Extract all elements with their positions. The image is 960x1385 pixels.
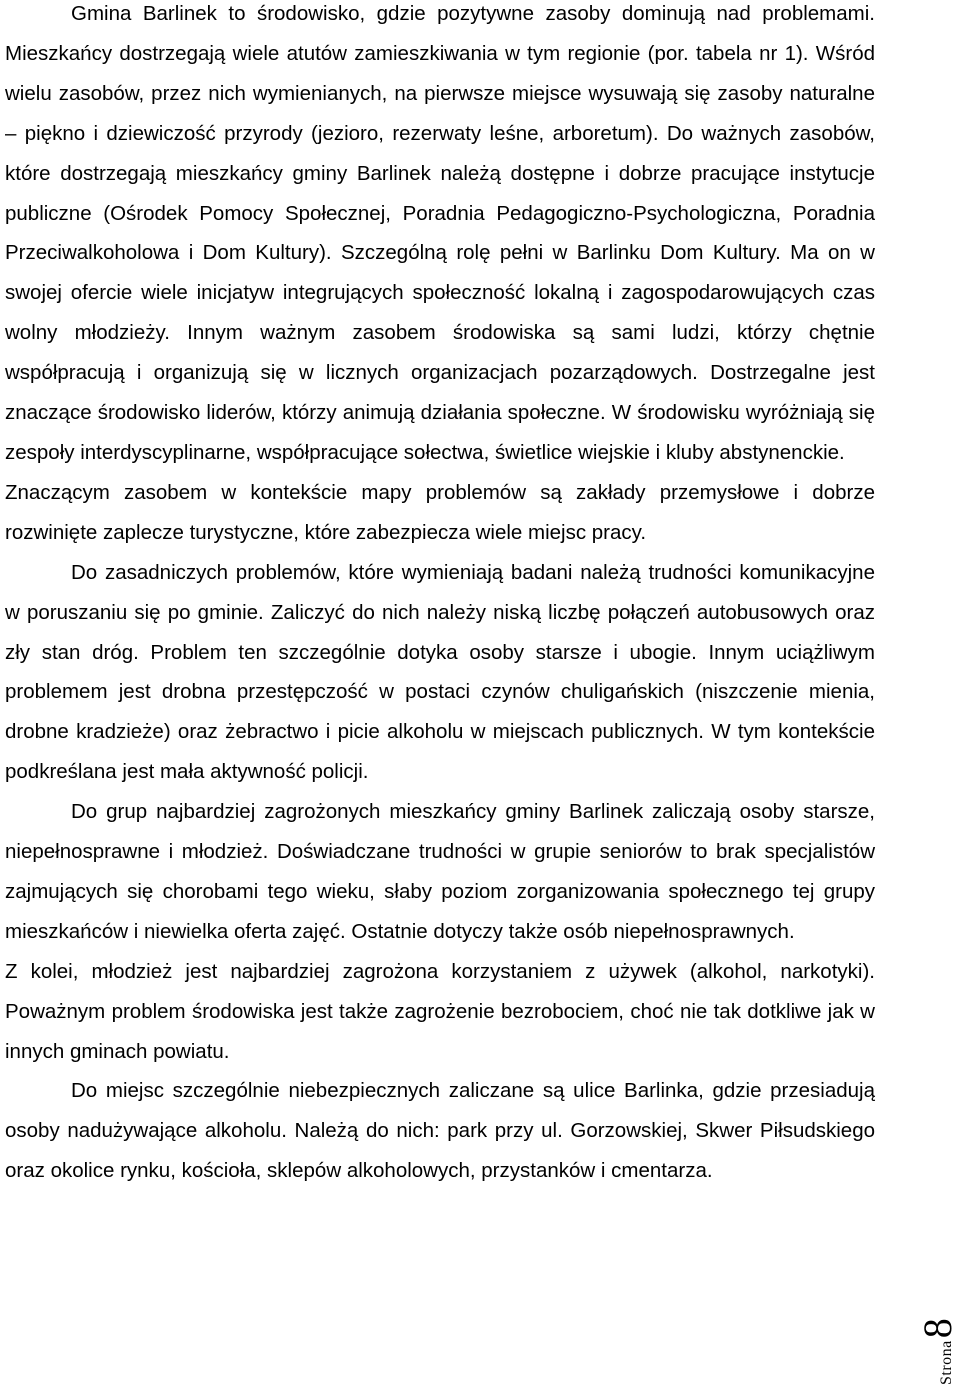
paragraph-problems: Do zasadniczych problemów, które wymieniają badani należą trudności komunikacyjne w poruszaniu się po gminie. Zaliczyć do nich należy niską liczbę połączeń autobusowych oraz zły stan dróg. Problem ten szczególnie dotyka osoby starsze i ubogie. Innym uciążliwym problemem jest drobna przestępczość w postaci czynów chuligańskich (niszczenie mienia, drobne kradzieże) oraz żebractwo i picie alkoholu w miejscach publicznych. W tym kontekście podkreślana jest mała aktywność policji.: [5, 560, 875, 784]
paragraph-resources: Gmina Barlinek to środowisko, gdzie pozytywne zasoby dominują nad problemami. Mieszkańcy dostrzegają wiele atutów zamieszkiwania w tym regionie (por. tabela nr 1). Wśród wielu zasobów, przez nich wymienianych, na pierwsze miejsce wysuwają się zasoby naturalne – piękno i dziewiczość przyrody (jezioro, rezerwaty leśne, arboretum). Do ważnych zasobów, które dostrzegają mieszkańcy gminy Barlinek należą dostępne i dobrze pracujące instytucje publiczne (Ośrodek Pomocy Społecznej, Poradnia Pedagogiczno-Psychologiczna, Poradnia Przeciwalkoholowa i Dom Kultury). Szczególną rolę pełni w Barlinku Dom Kultury. Ma on w swojej ofercie wiele inicjatyw integrujących społeczność lokalną i zagospodarowujących czas wolny młodzieży. Innym ważnym zasobem środowiska są sami ludzi, którzy chętnie współpracują i organizują się w licznych organizacjach pozarządowych. Dostrzegalne jest znaczące środowisko liderów, którzy animują działania społeczne. W środowisku wyróżniają się zespoły interdyscyplinarne, współpracujące sołectwa, świetlice wiejskie i kluby abstynenckie.: [5, 2, 875, 464]
paragraph-industry: Znaczącym zasobem w kontekście mapy problemów są zakłady przemysłowe i dobrze rozwinięte zaplecze turystyczne, które zabezpiecza wiele miejsc pracy.: [5, 480, 875, 544]
page-label: Strona: [938, 1340, 955, 1385]
paragraph-dangerous-places: Do miejsc szczególnie niebezpiecznych zaliczane są ulice Barlinka, gdzie przesiadują osoby nadużywające alkoholu. Należą do nich: park przy ul. Gorzowskiej, Skwer Piłsudskiego oraz okolice rynku, kościoła, sklepów alkoholowych, przystanków i cmentarza.: [5, 1079, 875, 1183]
page-number: 8: [915, 1318, 960, 1339]
page-number-marker: [914, 1288, 960, 1385]
document-body: [5, 0, 875, 1191]
paragraph-youth: Z kolei, młodzież jest najbardziej zagrożona korzystaniem z używek (alkohol, narkotyki). Poważnym problem środowiska jest także zagrożenie bezrobociem, choć nie tak dotkliwe jak w innych gminach powiatu.: [5, 959, 875, 1063]
paragraph-risk-groups: Do grup najbardziej zagrożonych mieszkańcy gminy Barlinek zaliczają osoby starsze, niepełnosprawne i młodzież. Doświadczane trudności w grupie seniorów to brak specjalistów zajmujących się chorobami tego wieku, słaby poziom zorganizowania społecznego tej grupy mieszkańców i niewielka oferta zajęć. Ostatnie dotyczy także osób niepełnosprawnych.: [5, 800, 875, 943]
